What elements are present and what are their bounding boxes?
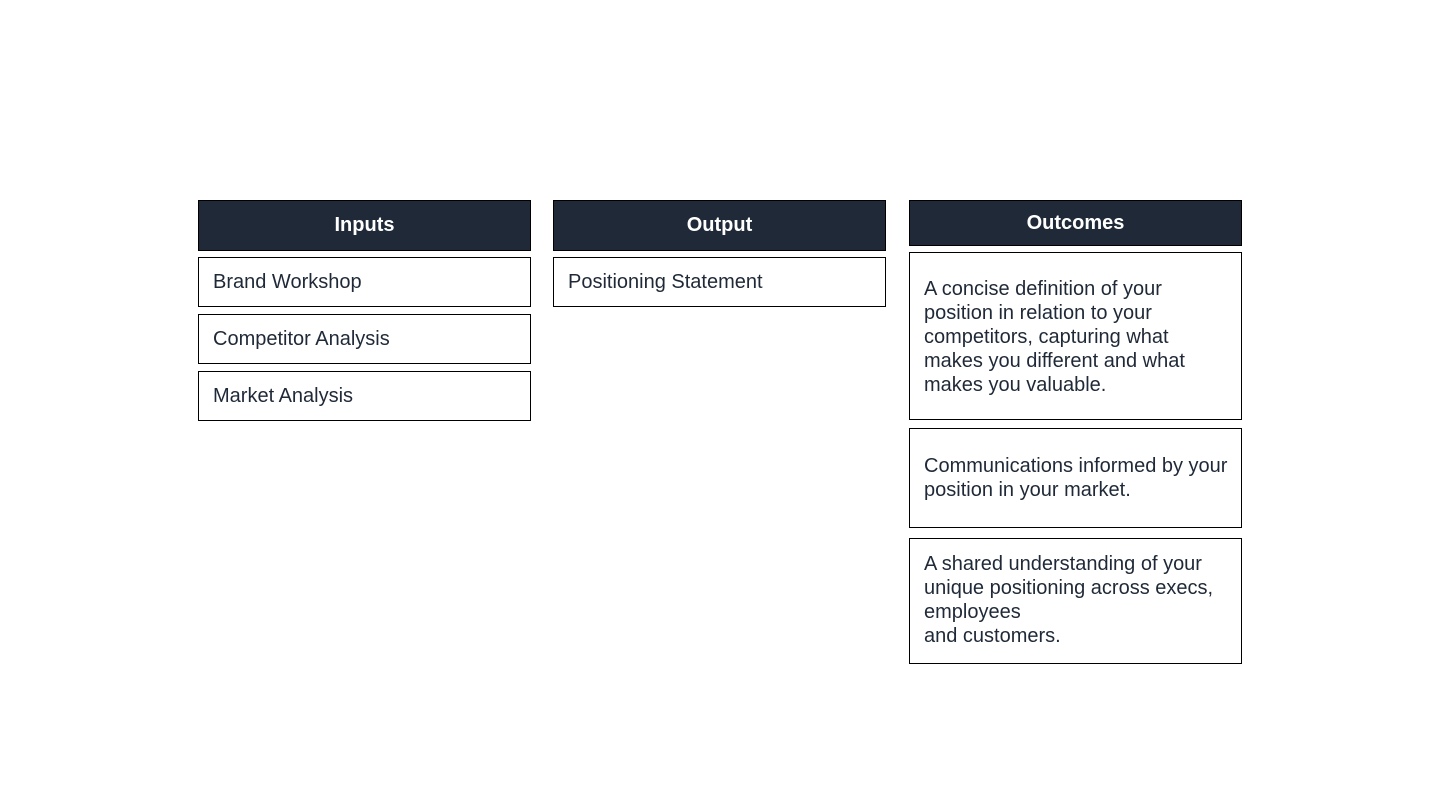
output-column <box>553 200 886 307</box>
outcome-item-communications: Communications informed by your position in your market. <box>909 428 1242 528</box>
outcomes-header: Outcomes <box>909 200 1242 246</box>
inputs-column <box>198 200 531 421</box>
input-item-brand-workshop: Brand Workshop <box>198 257 531 307</box>
inputs-header: Inputs <box>198 200 531 251</box>
input-item-competitor-analysis: Competitor Analysis <box>198 314 531 364</box>
outcome-item-shared-understanding: A shared understanding of your unique positioning across execs, employees and customers. <box>909 538 1242 664</box>
outcomes-column <box>909 200 1242 664</box>
input-item-market-analysis: Market Analysis <box>198 371 531 421</box>
output-header: Output <box>553 200 886 251</box>
output-item-positioning-statement: Positioning Statement <box>553 257 886 307</box>
outcome-item-concise-definition: A concise definition of your position in relation to your competitors, capturing what makes you different and what makes you valuable. <box>909 252 1242 420</box>
